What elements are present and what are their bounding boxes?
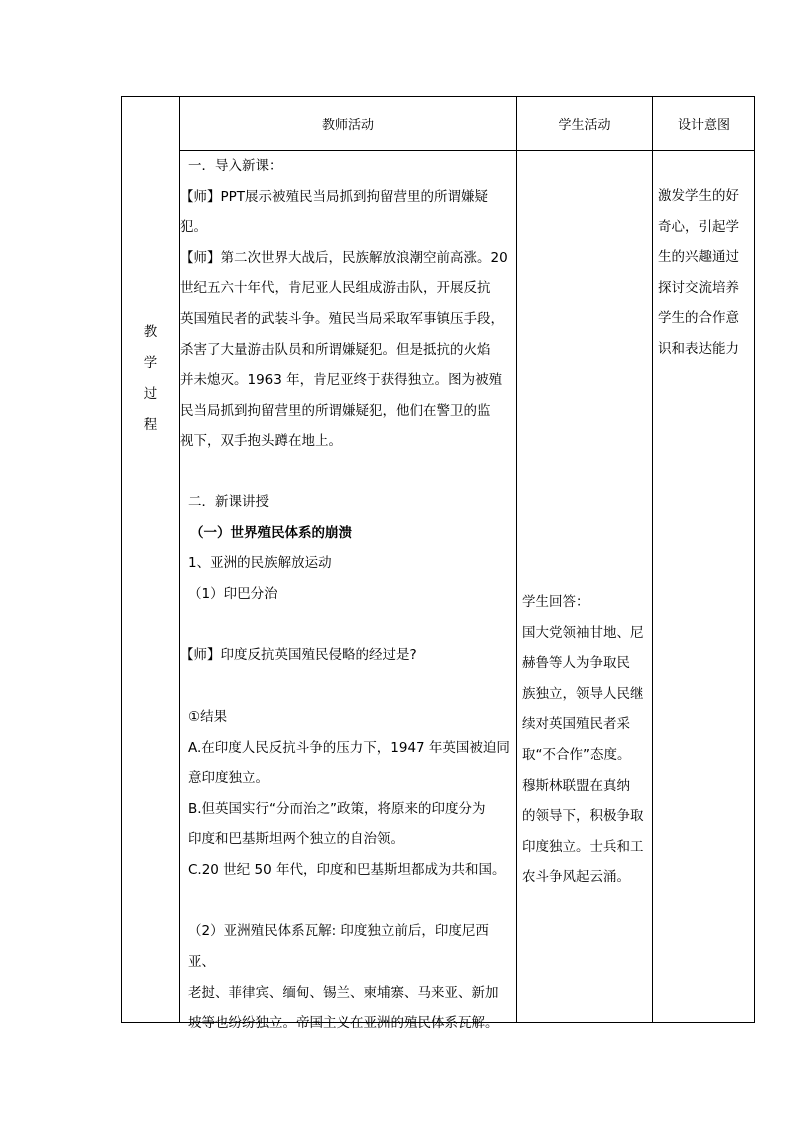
section-heading: 二．新课讲授 — [188, 493, 269, 510]
text-line: 国大党领袖甘地、尼 — [522, 624, 644, 641]
text-line: 印度独立。士兵和工 — [522, 838, 644, 855]
text-line: 意印度独立。 — [188, 770, 269, 787]
text-line: 赫鲁等人为争取民 — [522, 655, 630, 672]
text-line: 【师】第二次世界大战后，民族解放浪潮空前高涨。20 — [180, 249, 508, 266]
side-label-char: 过 — [143, 386, 158, 402]
side-label-char: 教 — [143, 324, 158, 340]
text-line: 农斗争风起云涌。 — [522, 869, 630, 886]
teacher-activity-content — [180, 151, 513, 1039]
text-line: 英国殖民者的武装斗争。殖民当局采取军事镇压手段， — [180, 310, 504, 327]
text-line: A.在印度人民反抗斗争的压力下，1947 年英国被迫同 — [188, 739, 510, 756]
text-line: 学生回答： — [522, 594, 590, 610]
column-divider — [516, 97, 517, 1022]
text-line: 穆斯林联盟在真纳 — [522, 777, 630, 794]
text-line: 1、亚洲的民族解放运动 — [188, 555, 332, 572]
text-line: 的领导下，积极争取 — [522, 808, 644, 825]
text-line: 探讨交流培养 — [658, 279, 739, 296]
header-student-activity: 学生活动 — [558, 118, 611, 133]
lesson-plan-table — [121, 96, 755, 1032]
header-teacher-activity: 教师活动 — [321, 118, 374, 133]
text-line: （2）亚洲殖民体系瓦解: 印度独立前后，印度尼西亚、 — [188, 923, 489, 971]
column-divider — [652, 97, 653, 1022]
side-label-char: 程 — [143, 417, 158, 433]
text-line: 视下，双手抱头蹲在地上。 — [180, 433, 342, 450]
text-line: （1）印巴分治 — [188, 585, 278, 602]
text-line: 【师】PPT展示被殖民当局抓到拘留营里的所谓嫌疑犯。 — [180, 188, 489, 236]
text-line: 奇心，引起学 — [658, 218, 739, 235]
text-line: 世纪五六十年代，肯尼亚人民组成游击队，开展反抗 — [180, 280, 491, 297]
text-line: 族独立，领导人民继 — [522, 685, 644, 702]
side-label-char: 学 — [143, 355, 158, 371]
text-line: 印度和巴基斯坦两个独立的自治领。 — [188, 831, 404, 848]
design-intent-content — [658, 181, 752, 365]
text-line: 识和表达能力 — [658, 340, 739, 357]
text-line: B.但英国实行“分而治之”政策，将原来的印度分为 — [188, 800, 486, 817]
text-line: 续对英国殖民者采 — [522, 716, 630, 733]
side-label-teaching-process — [122, 317, 179, 441]
text-line: 民当局抓到拘留营里的所谓嫌疑犯，他们在警卫的监 — [180, 402, 491, 419]
text-line: ①结果 — [188, 708, 228, 725]
student-activity-content — [522, 587, 646, 893]
text-line: 并未熄灭。1963 年，肯尼亚终于获得独立。图为被殖 — [180, 372, 503, 389]
text-line: 取“不合作”态度。 — [522, 746, 631, 763]
text-line: 老挝、菲律宾、缅甸、锡兰、柬埔寨、马来亚、新加 — [188, 984, 499, 1001]
text-line: C.20 世纪 50 年代，印度和巴基斯坦都成为共和国。 — [188, 861, 506, 878]
header-design-intent: 设计意图 — [677, 118, 730, 133]
section-subheading: （一）世界殖民体系的崩溃 — [190, 524, 352, 541]
text-line: 坡等也纷纷独立。帝国主义在亚洲的殖民体系瓦解。 — [188, 1015, 499, 1032]
text-line: 学生的合作意 — [658, 310, 739, 327]
text-line: 生的兴趣通过 — [658, 249, 739, 266]
text-line: 杀害了大量游击队员和所谓嫌疑犯。但是抵抗的火焰 — [180, 341, 491, 358]
text-line: 【师】印度反抗英国殖民侵略的经过是? — [180, 647, 417, 664]
text-line: 一．导入新课： — [188, 158, 283, 174]
text-line: 激发学生的好 — [658, 188, 739, 204]
